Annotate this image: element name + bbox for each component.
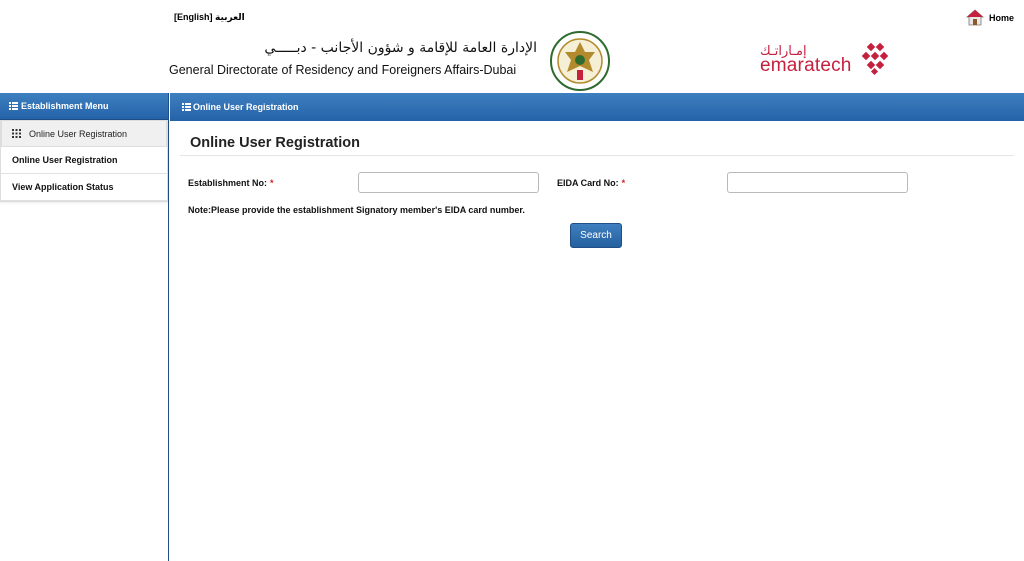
search-button[interactable]: Search xyxy=(570,223,622,248)
home-label: Home xyxy=(989,13,1015,23)
emaratech-logo-icon xyxy=(860,42,894,76)
main-panel-header xyxy=(170,93,1024,121)
emaratech-english-logo: emaratech xyxy=(760,55,852,76)
establishment-menu-header xyxy=(0,93,168,120)
sidebar-item-view-application-status[interactable]: View Application Status xyxy=(1,174,167,201)
menu-group-label: Online User Registration xyxy=(29,128,128,139)
gdrfa-emblem-icon xyxy=(549,30,611,92)
required-marker: * xyxy=(270,178,274,188)
grid-icon xyxy=(12,129,21,138)
eida-card-no-label-text: EIDA Card No: xyxy=(557,178,619,188)
list-icon xyxy=(182,103,191,111)
establishment-no-label-text: Establishment No: xyxy=(188,178,268,188)
home-link[interactable] xyxy=(966,9,1014,27)
eida-card-no-input[interactable] xyxy=(727,172,908,193)
establishment-menu-panel xyxy=(0,93,169,561)
menu-group xyxy=(0,120,168,202)
home-icon xyxy=(966,9,984,27)
gdrfa-english-title: General Directorate of Residency and Foreigners Affairs-Dubai xyxy=(169,63,517,77)
language-switch-link[interactable]: [English] العربية xyxy=(174,12,245,22)
establishment-no-label xyxy=(188,178,274,188)
main-content-panel xyxy=(170,93,1024,561)
establishment-menu-title: Establishment Menu xyxy=(21,101,109,111)
menu-group-header[interactable] xyxy=(1,120,167,147)
sidebar-item-online-user-registration[interactable]: Online User Registration xyxy=(1,147,167,174)
establishment-no-input[interactable] xyxy=(358,172,539,193)
page-title: Online User Registration xyxy=(190,135,361,151)
required-marker: * xyxy=(621,178,626,188)
page-header xyxy=(0,0,1024,93)
eida-card-no-label xyxy=(557,178,625,188)
list-icon xyxy=(9,102,18,110)
main-panel-title: Online User Registration xyxy=(193,102,299,112)
emaratech-arabic-logo: إمـاراتـك xyxy=(760,44,807,59)
title-divider xyxy=(180,155,1014,156)
signatory-note: Note:Please provide the establishment Signatory member's EIDA card number. xyxy=(188,205,525,215)
gdrfa-arabic-title: الإدارة العامة للإقامة و شؤون الأجانب - دبـــــي xyxy=(264,40,537,56)
